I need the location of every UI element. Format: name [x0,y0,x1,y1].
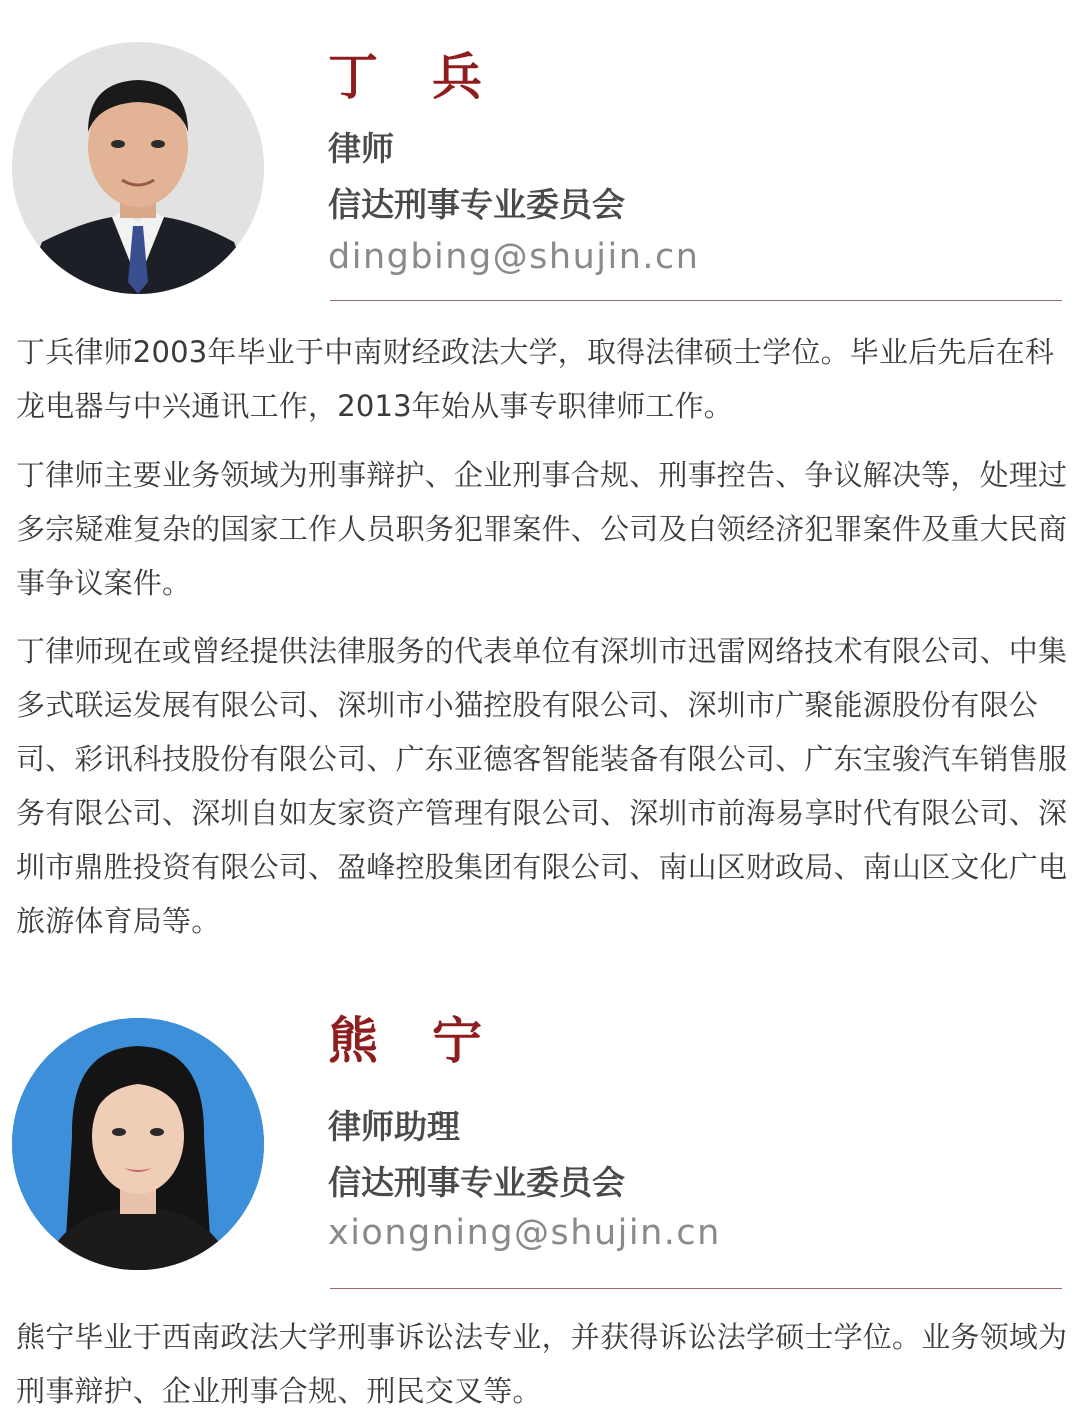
bio-paragraph: 丁律师现在或曾经提供法律服务的代表单位有深圳市迅雷网络技术有限公司、中集多式联运发展有限公司、深圳市小猫控股有限公司、深圳市广聚能源股份有限公司、彩讯科技股份有限公司、广东亚德客智能装备有限公司、广东宝骏汽车销售服务有限公司、深圳自如友家资产管理有限公司、深圳市前海易享时代有限公司、深圳市鼎胜投资有限公司、盈峰控股集团有限公司、南山区财政局、南山区文化广电旅游体育局等。 [16,634,1068,938]
divider [330,1288,1062,1289]
bio-paragraph: 丁兵律师2003年毕业于中南财经政法大学，取得法律硕士学位。毕业后先后在科龙电器与中兴通讯工作，2013年始从事专职律师工作。 [16,335,1055,423]
lawyer-committee: 信达刑事专业委员会 [328,1163,625,1202]
bio-paragraph: 熊宁毕业于西南政法大学刑事诉讼法专业，并获得诉讼法学硕士学位。业务领域为刑事辩护、企业刑事合规、刑民交叉等。 [16,1320,1068,1408]
lawyer-name: 丁兵 [328,47,536,106]
avatar [12,1018,264,1270]
portrait-female-icon [12,1018,264,1270]
lawyer-email[interactable]: xiongning@shujin.cn [328,1213,721,1253]
lawyer-committee: 信达刑事专业委员会 [328,185,625,224]
lawyer-role: 律师 [328,129,394,168]
lawyer-email[interactable]: dingbing@shujin.cn [328,237,700,277]
lawyer-role: 律师助理 [328,1107,460,1146]
bio-paragraph: 丁律师主要业务领域为刑事辩护、企业刑事合规、刑事控告、争议解决等，处理过多宗疑难复杂的国家工作人员职务犯罪案件、公司及白领经济犯罪案件及重大民商事争议案件。 [16,458,1068,600]
lawyer-name: 熊宁 [328,1011,536,1070]
